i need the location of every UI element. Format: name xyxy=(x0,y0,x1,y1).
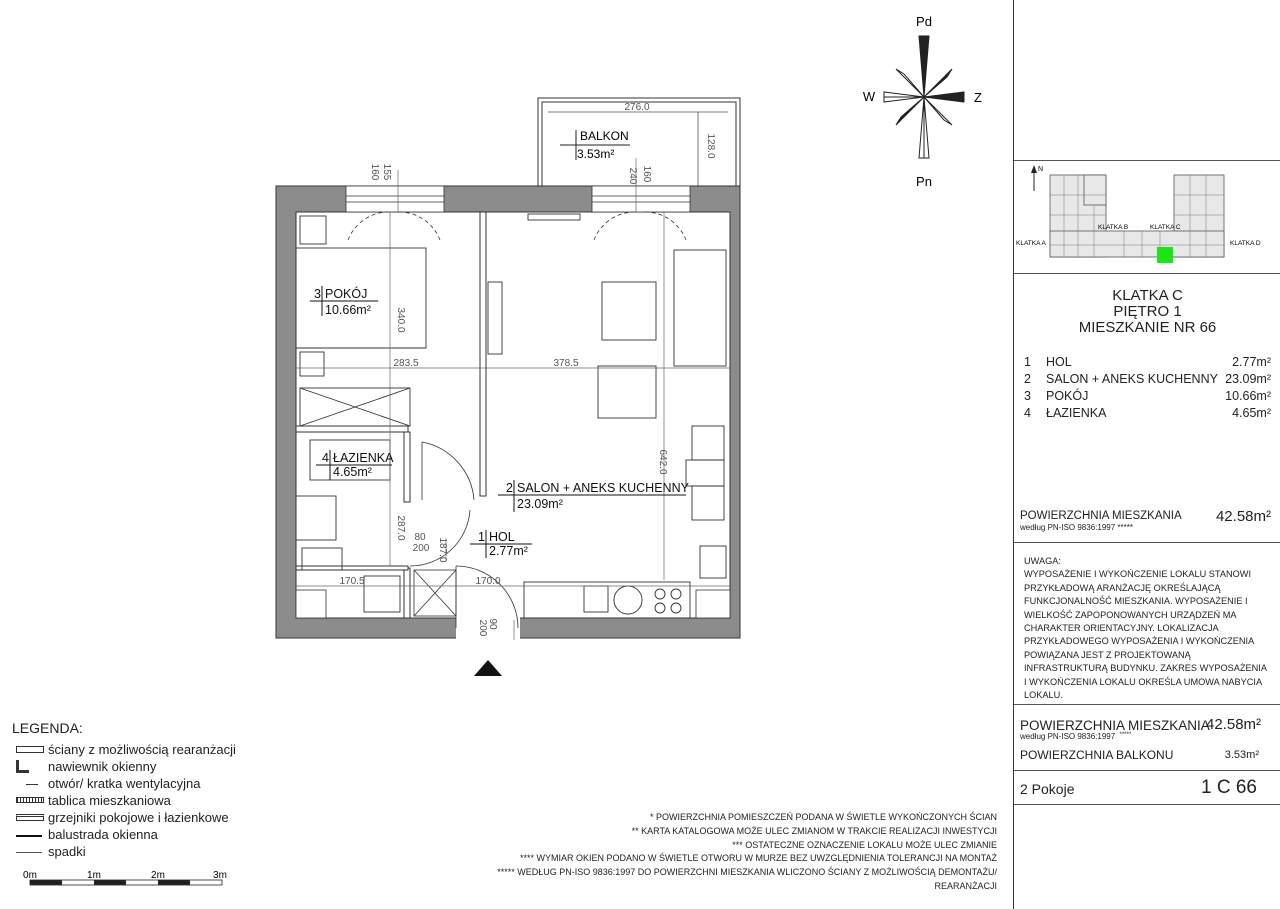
legend-item xyxy=(12,758,236,775)
window-balustrade-icon xyxy=(16,831,42,837)
key-plan-klatka-d: KLATKA D xyxy=(1230,240,1261,247)
legend-label: spadki xyxy=(48,844,86,859)
room4-number: 4 xyxy=(322,451,329,465)
apartment-code-section xyxy=(1014,771,1280,805)
room-name: POKÓJ xyxy=(1046,389,1089,403)
dim-salon-height: 642.0 xyxy=(657,449,668,475)
legend-item xyxy=(12,792,236,809)
compass-south: Pn xyxy=(916,174,932,189)
dim-balcony-depth: 128.0 xyxy=(705,133,716,159)
room4-name: ŁAZIENKA xyxy=(333,451,394,465)
summary-area-value: 42.58m² xyxy=(1206,716,1262,733)
footnotes xyxy=(497,811,997,894)
note-section xyxy=(1014,543,1280,705)
legend-label: ściany z możliwością rearanżacji xyxy=(48,742,236,757)
room-list xyxy=(1014,354,1280,422)
compass-west: W xyxy=(862,89,876,104)
summary-area-label: POWIERZCHNIA MIESZKANIA xyxy=(1020,718,1210,733)
apartment-label: MIESZKANIE NR 66 xyxy=(1078,319,1217,336)
balcony-summary-label: POWIERZCHNIA BALKONU xyxy=(1020,748,1174,762)
room2-name: SALON + ANEKS KUCHENNY xyxy=(517,481,689,495)
area-value: 42.58m² xyxy=(1215,508,1271,525)
dim-balcony-width: 276.0 xyxy=(624,102,650,113)
footnote: ** KARTA KATALOGOWA MOŻE ULEC ZMIANOM W TRAKCIE REALIZACJI INWESTYCJI xyxy=(631,825,997,836)
legend-item xyxy=(12,826,236,843)
dim-window-right-1: 160 xyxy=(641,165,652,183)
legend-label: tablica mieszkaniowa xyxy=(48,793,171,808)
dim-bath-door-1: 80 xyxy=(414,532,426,543)
rooms-count: 2 Pokoje xyxy=(1020,781,1075,797)
slope-icon xyxy=(16,848,42,853)
dim-salon-width: 378.5 xyxy=(553,358,579,369)
apartment-summary xyxy=(1014,274,1280,543)
dim-window-left-2: 155 xyxy=(381,163,392,181)
footnote: **** WYMIAR OKIEN PODANO W ŚWIETLE OTWORU W MURZE BEZ UWZGLĘDNIENIA TOLERANCJI NA MONTAŻ xyxy=(519,853,997,864)
dim-entry-door-1: 90 xyxy=(487,618,498,630)
shower-icon xyxy=(300,388,410,426)
apartment-highlight xyxy=(1157,247,1173,263)
legend-item xyxy=(12,775,236,792)
scale-0: 0m xyxy=(23,870,37,881)
room1-number: 1 xyxy=(478,530,485,544)
legend-item xyxy=(12,809,236,826)
footnote: REARANŻACJI xyxy=(934,880,997,891)
dim-window-left-1: 160 xyxy=(369,163,380,181)
dim-bath-height: 287.0 xyxy=(395,515,406,541)
summary-norm: według PN-ISO 9836:1997 xyxy=(1020,732,1116,741)
room-area: 4.65m² xyxy=(1232,406,1271,420)
footnote: *** OSTATECZNE OZNACZENIE LOKALU MOŻE ULEC ZMIANIE xyxy=(732,839,997,850)
dim-hall-right: 170.0 xyxy=(475,576,501,587)
stair-label: KLATKA C xyxy=(1112,287,1183,304)
radiator-icon xyxy=(16,814,44,821)
key-plan-klatka-c: KLATKA C xyxy=(1150,224,1181,231)
room-number: 4 xyxy=(1024,406,1031,420)
floor-label: PIĘTRO 1 xyxy=(1113,303,1182,320)
legend xyxy=(12,720,236,860)
room-area: 10.66m² xyxy=(1225,389,1271,403)
room-row xyxy=(1014,371,1280,388)
area-summary xyxy=(1014,705,1280,771)
balcony-summary-value: 3.53m² xyxy=(1224,749,1259,761)
interior-walls xyxy=(296,212,486,618)
legend-label: balustrada okienna xyxy=(48,827,158,842)
vent-grille-icon xyxy=(26,780,38,785)
building-key-plan xyxy=(1014,161,1280,275)
compass-north: Pd xyxy=(916,14,932,29)
dim-room3-width: 283.5 xyxy=(393,358,419,369)
legend-label: nawiewnik okienny xyxy=(48,759,157,774)
room-name: SALON + ANEKS KUCHENNY xyxy=(1046,372,1218,386)
dim-window-right-2: 240 xyxy=(627,167,638,185)
legend-label: grzejniki pokojowe i łazienkowe xyxy=(48,810,229,825)
area-norm: według PN-ISO 9836:1997 ***** xyxy=(1020,523,1133,532)
room3-number: 3 xyxy=(314,287,321,301)
room-row xyxy=(1014,388,1280,405)
legend-item xyxy=(12,843,236,860)
room1-name: HOL xyxy=(489,530,515,544)
key-plan-klatka-b: KLATKA B xyxy=(1098,224,1129,231)
room3-name: POKÓJ xyxy=(325,287,368,301)
room-number: 2 xyxy=(1024,372,1031,386)
room3-area: 10.66m² xyxy=(325,303,371,317)
room2-number: 2 xyxy=(506,481,513,495)
scale-bar xyxy=(30,880,222,885)
compass-east: Z xyxy=(974,90,982,105)
room-row xyxy=(1014,405,1280,422)
dim-bath-door-2: 200 xyxy=(412,543,430,554)
apartment-code: 1 C 66 xyxy=(1201,777,1257,798)
kitchen-counter xyxy=(524,582,690,618)
footnote: * POWIERZCHNIA POMIESZCZEŃ PODANA W ŚWIETLE WYKOŃCZONYCH ŚCIAN xyxy=(649,812,997,822)
dim-bath-door-3: 187.0 xyxy=(437,537,448,563)
info-panel xyxy=(1013,0,1280,909)
room-number: 3 xyxy=(1024,389,1031,403)
note-text: WYPOSAŻENIE I WYKOŃCZENIE LOKALU STANOWI PRZYKŁADOWĄ ARANŻACJĘ OKREŚLAJĄCĄ FUNKCJONALNOŚĆ MIESZKANIA. WYPOSAŻENIE I WIELKOŚĆ ZAPOPONOWANYCH URZĄDZEŃ MA CHARAKTER ORIENTACYJNY. LOKALIZACJA PRZYKŁADOWEGO WYPOSAŻENIA I WYKOŃCZENIA POWIĄZANA JEST Z PROJEKTOWANĄ INFRASTRUKTURĄ BUDYNKU. ZAKRES WYPOSAŻENIA I WYKOŃCZENIA LOKALU OKREŚLA UMOWA NABYCIA LOKALU. xyxy=(1024,569,1267,701)
room2-area: 23.09m² xyxy=(517,497,563,511)
scale-2: 2m xyxy=(151,870,165,881)
room4-area: 4.65m² xyxy=(333,465,372,479)
room-name: HOL xyxy=(1046,355,1072,369)
apartment-sign-icon xyxy=(16,797,44,803)
summary-norm-stars: ***** xyxy=(1119,732,1132,738)
room-row xyxy=(1014,354,1280,371)
balcony-label: BALKON xyxy=(580,129,629,143)
footnote: ***** WEDŁUG PN-ISO 9836:1997 DO POWIERZCHNI MIESZKANIA WLICZONO ŚCIANY Z MOŻLIWOŚCIĄ DEMONTAŻU/ xyxy=(497,867,997,878)
salon-furniture xyxy=(488,214,726,578)
room-labels xyxy=(310,286,690,558)
area-label: POWIERZCHNIA MIESZKANIA xyxy=(1020,510,1182,522)
key-plan-klatka-a: KLATKA A xyxy=(1016,240,1046,247)
hall-storage xyxy=(414,570,456,616)
dim-hall-left: 170.5 xyxy=(339,576,365,587)
dim-room3-height: 340.0 xyxy=(395,307,406,333)
rearrangeable-wall-icon xyxy=(16,746,44,753)
room-area: 23.09m² xyxy=(1225,372,1271,386)
legend-title: LEGENDA: xyxy=(12,720,83,736)
room1-area: 2.77m² xyxy=(489,544,528,558)
key-plan xyxy=(1014,160,1280,274)
legend-item xyxy=(12,741,236,758)
room-name: ŁAZIENKA xyxy=(1046,406,1107,420)
dim-entry-door-2: 200 xyxy=(477,619,488,637)
compass-rose-icon xyxy=(884,36,964,158)
key-plan-north: N xyxy=(1038,166,1044,173)
window-vent-icon xyxy=(16,760,29,773)
note-title: UWAGA: xyxy=(1024,556,1061,566)
scale-3: 3m xyxy=(213,870,227,881)
room-area: 2.77m² xyxy=(1232,355,1271,369)
balcony-area: 3.53m² xyxy=(577,147,615,161)
summary-norm-line xyxy=(1020,732,1131,741)
entrance-arrow-icon xyxy=(474,660,502,676)
room-number: 1 xyxy=(1024,355,1031,369)
legend-label: otwór/ kratka wentylacyjna xyxy=(48,776,201,791)
scale-1: 1m xyxy=(87,870,101,881)
